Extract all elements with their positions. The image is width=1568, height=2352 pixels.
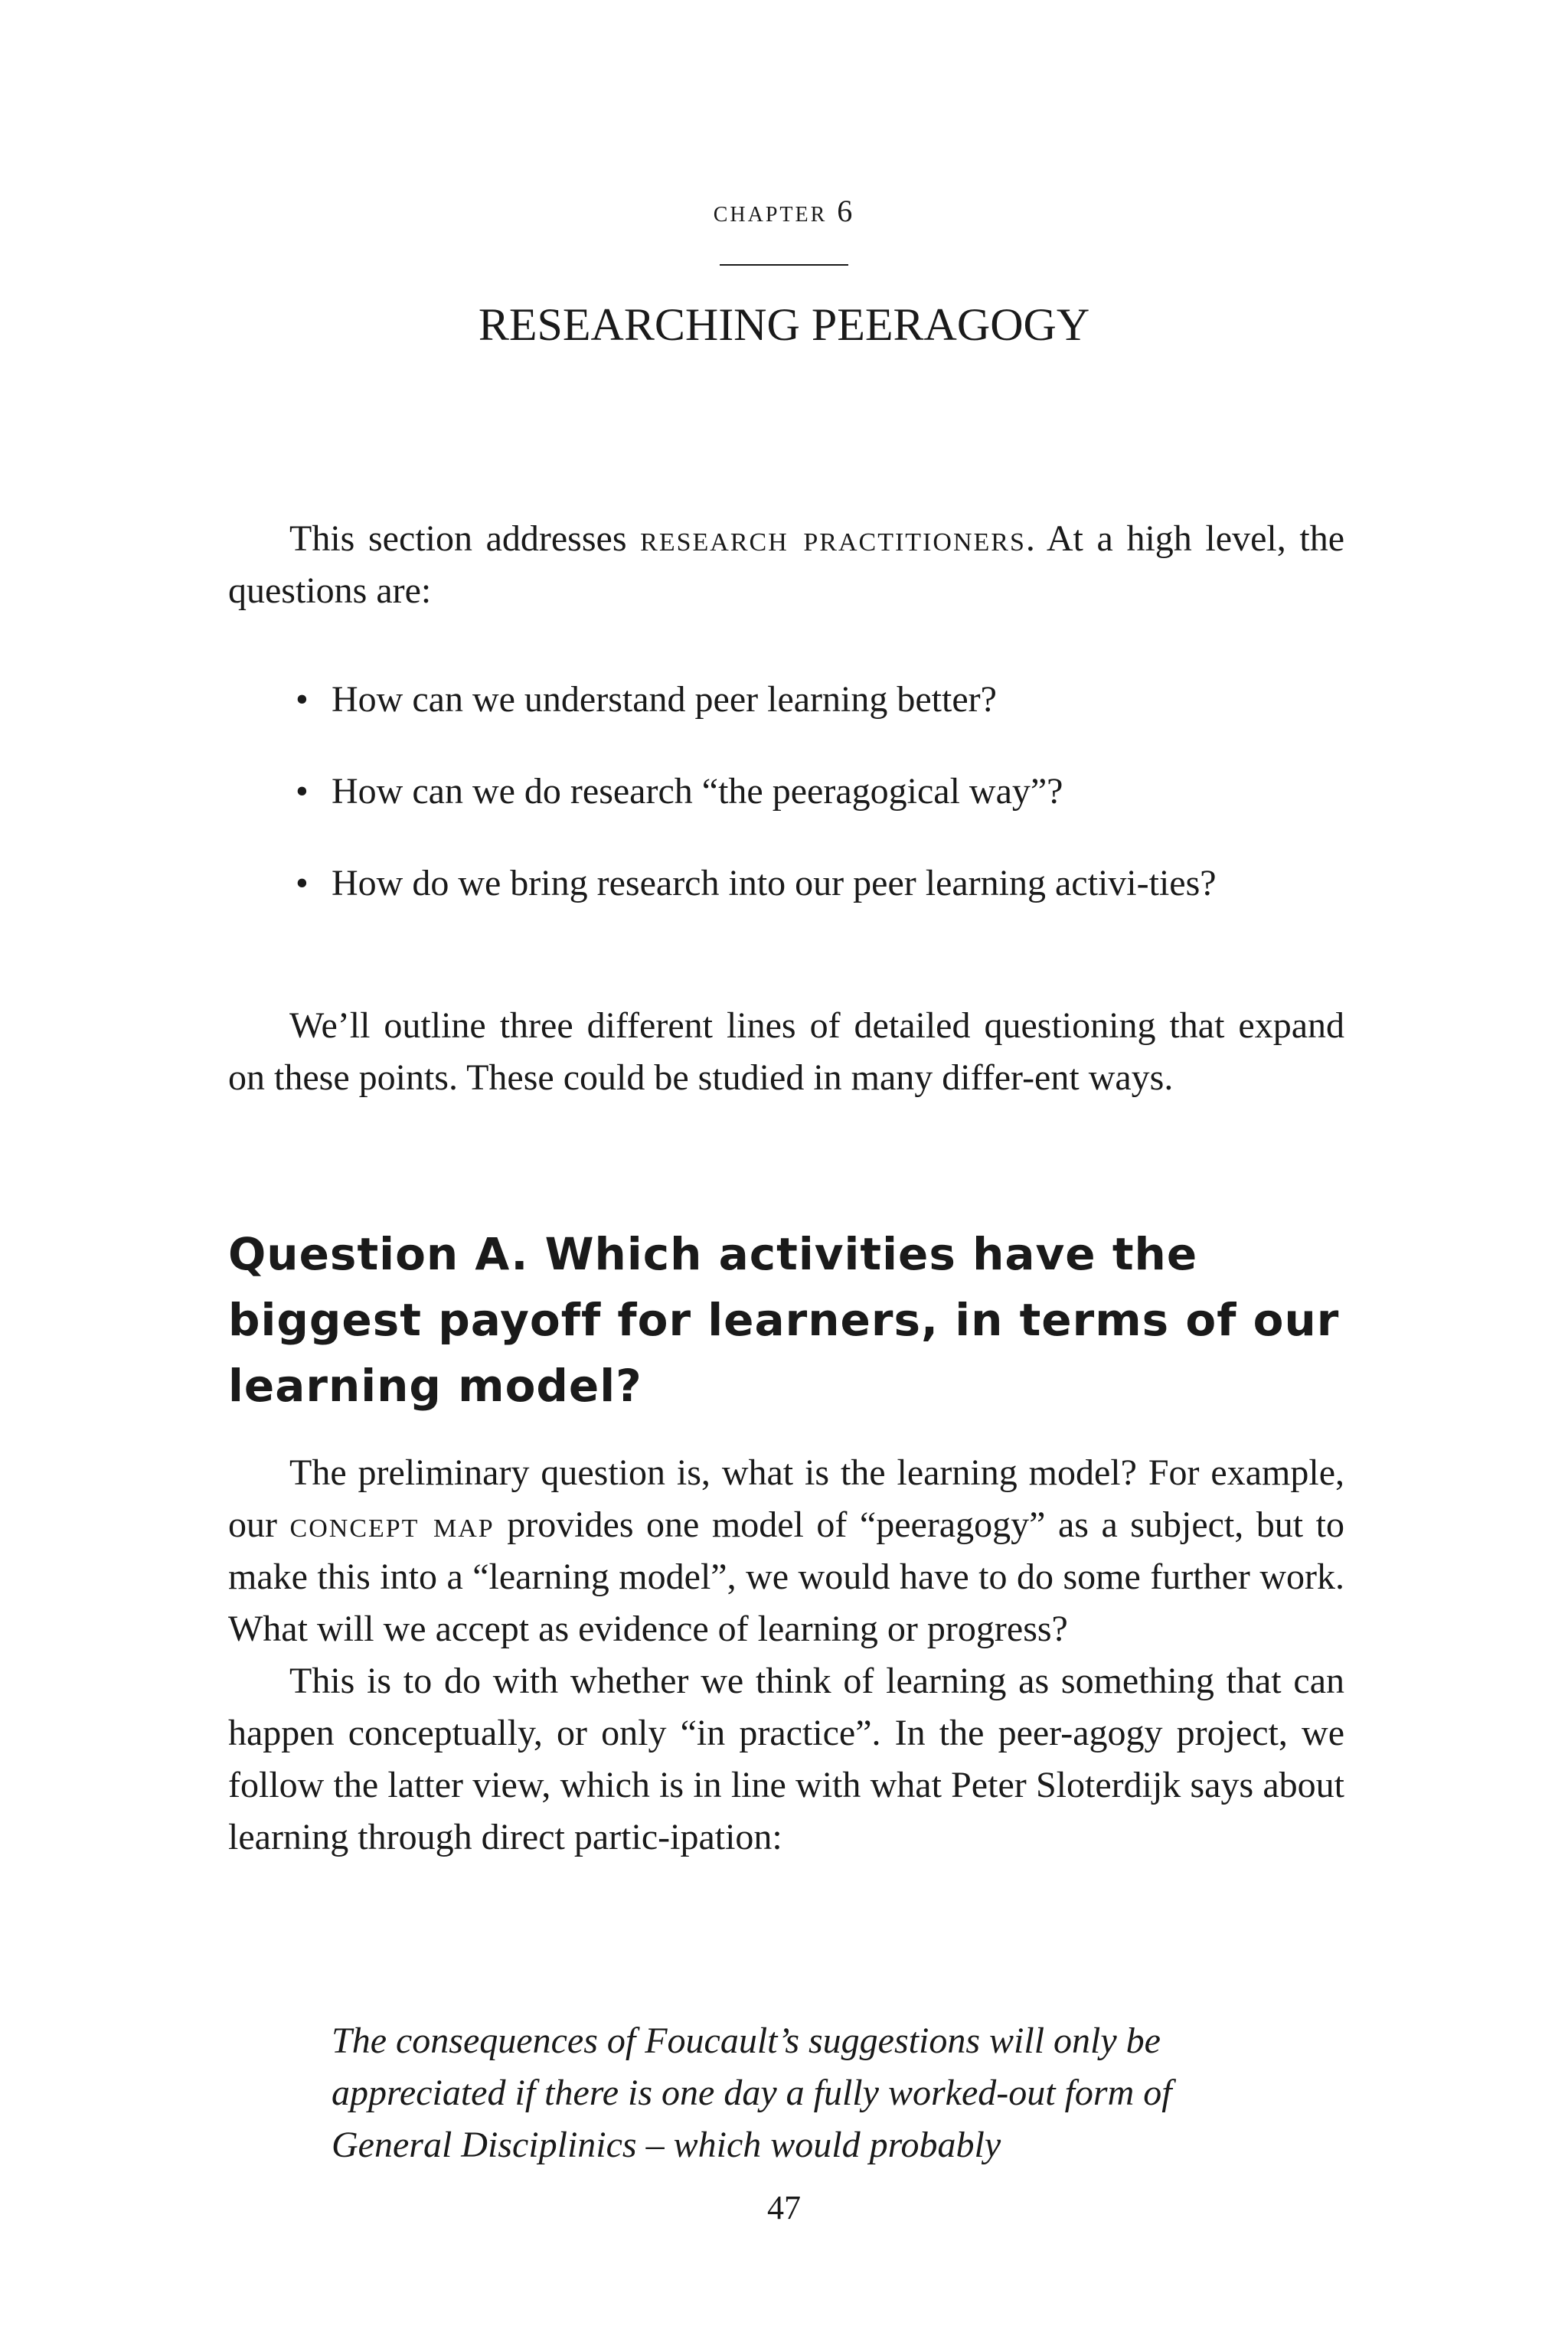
section-a-paragraph-block <box>228 1447 1344 1864</box>
bullet-list <box>228 674 1344 910</box>
block-quote: The consequences of Foucault’s suggestions will only be appreciated if there is one day a fully worked-out form of General Disciplinics – which would probably <box>332 2020 1172 2165</box>
section-a-heading-block <box>228 1221 1344 1419</box>
list-item <box>228 858 1344 910</box>
para1-text-after: provides one model of “peeragogy” as a subject, but to make this into a “learning model”, we would have to do some further work. What will we accept as evidence of learning or progress? <box>228 1504 1345 1649</box>
intro-paragraph <box>228 513 1344 617</box>
chapter-title: RESEARCHING PEERAGOGY <box>478 299 1090 350</box>
bullet-icon: • <box>296 771 309 812</box>
list-item-text: How do we bring research into our peer learning activi-ties? <box>332 863 1217 903</box>
section-heading: Question A. Which activities have the biggest payoff for learners, in terms of our learning model? <box>228 1228 1340 1412</box>
list-item <box>228 766 1344 818</box>
bullet-icon: • <box>296 863 309 903</box>
intro-text-after: . At a high level, the questions are: <box>228 518 1345 611</box>
intro-text-before: This section addresses <box>289 518 641 559</box>
intro-paragraph-block <box>228 513 1344 617</box>
list-item-text: How can we understand peer learning better? <box>332 679 997 720</box>
outline-paragraph-block <box>228 1000 1344 1104</box>
para1-small-caps: concept map <box>289 1504 495 1545</box>
outline-paragraph: We’ll outline three different lines of detailed questioning that expand on these points. These could be studied in many differ-ent ways. <box>228 1005 1344 1098</box>
bullet-list-block <box>228 674 1344 910</box>
section-a-paragraph-2: This is to do with whether we think of learning as something that can happen conceptually, or only “in practice”. In the peer-agogy project, we follow the latter view, which is in line with what Peter Sloterdijk says about learning through direct partic-ipation: <box>228 1661 1344 1857</box>
chapter-label: chapter 6 <box>713 194 855 228</box>
section-a-paragraph-1 <box>228 1447 1344 1655</box>
para1-text-before: The preliminary question is, what is the learning model? For example, our <box>228 1452 1344 1545</box>
page-number: 47 <box>767 2189 801 2226</box>
intro-small-caps: research practitioners <box>640 518 1026 559</box>
chapter-rule <box>720 264 848 266</box>
list-item <box>228 674 1344 726</box>
bullet-icon: • <box>296 679 309 720</box>
list-item-text: How can we do research “the peeragogical way”? <box>332 771 1063 812</box>
